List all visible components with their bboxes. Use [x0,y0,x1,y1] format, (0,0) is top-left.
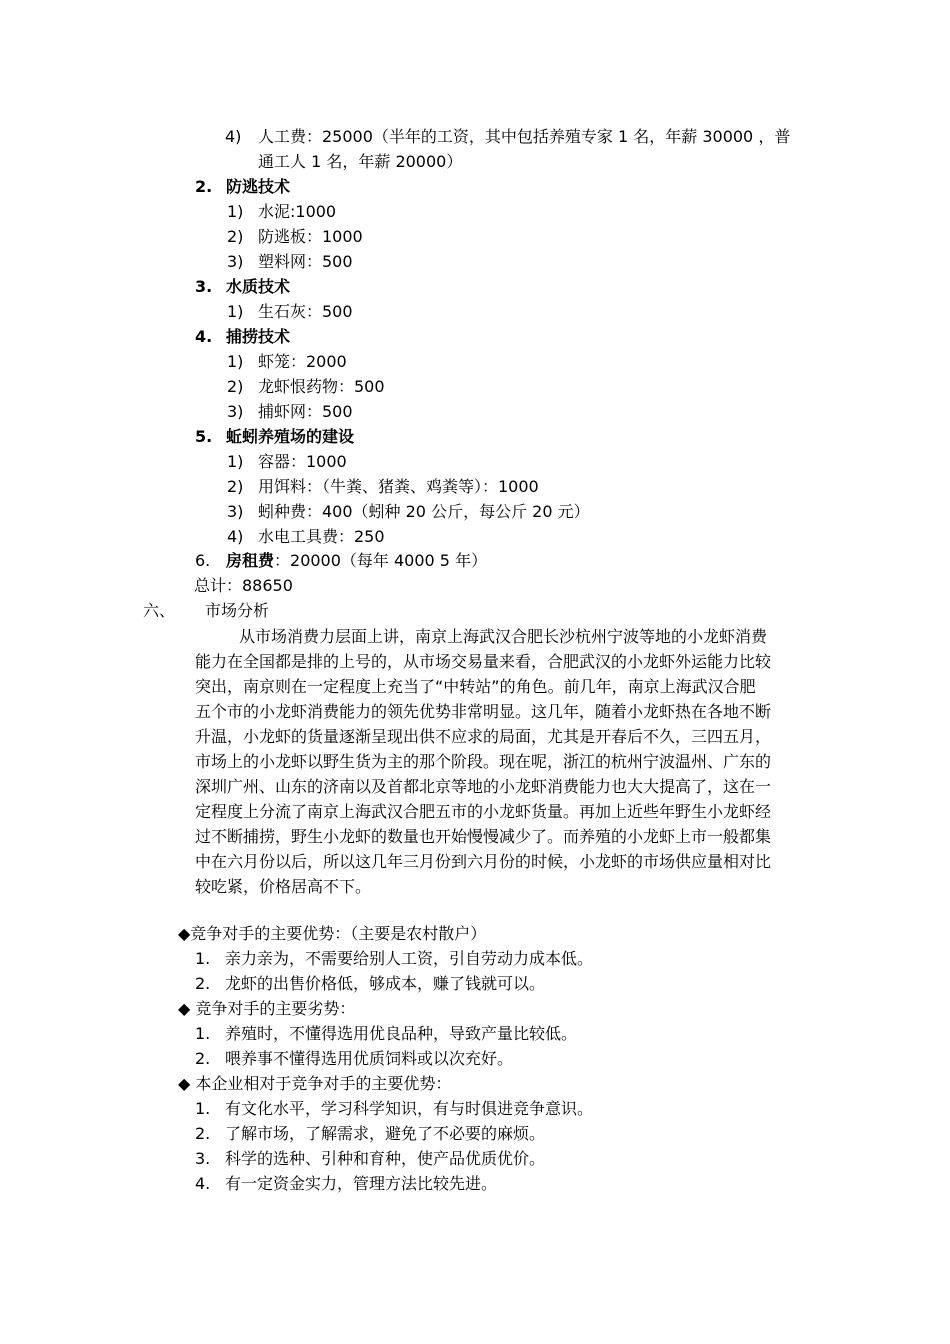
list-item-text: 养殖时，不懂得选用优良品种，导致产量比较低。 [225,1024,578,1043]
list-item-text: 有文化水平，学习科学知识，有与时俱进竞争意识。 [225,1099,594,1118]
paragraph-line: 市场上的小龙虾以野生货为主的那个阶段。现在呢，浙江的杭州宁波温州、广东的 [195,752,772,771]
list-item-text: 龙虾恨药物：500 [258,377,385,396]
list-number: 2) [227,227,244,246]
list-item-text: 容器：1000 [258,452,347,471]
list-item-text: 龙虾的出售价格低，够成本，赚了钱就可以。 [225,974,546,993]
list-item-text: 用饵料：（牛粪、猪粪、鸡粪等）：1000 [258,477,539,496]
paragraph-line: 突出，南京则在一定程度上充当了“中转站”的角色。前几年，南京上海武汉合肥 [195,677,756,696]
list-number: 1) [227,352,244,371]
paragraph-line: 定程度上分流了南京上海武汉合肥五市的小龙虾货量。再加上近些年野生小龙虾经 [195,802,772,821]
section-number: 4. [195,327,213,346]
list-item-text-continued: 通工人 1 名，年薪 20000） [258,152,463,171]
paragraph-line: 过不断捕捞，野生小龙虾的数量也开始慢慢减少了。而养殖的小龙虾上市一般都集 [195,827,772,846]
list-item-text: 了解市场，了解需求，避免了不必要的麻烦。 [225,1124,546,1143]
paragraph-line: 中在六月份以后，所以这几年三月份到六月份的时候，小龙虾的市场供应量相对比 [195,852,772,871]
list-number: 3. [195,1149,211,1168]
list-item-text: 生石灰：500 [258,302,353,321]
list-number: 1) [227,202,244,221]
section-number: 2. [195,177,213,196]
list-number: 3) [227,252,244,271]
list-number: 1) [227,302,244,321]
competition-heading: ◆竞争对手的主要优势：（主要是农村散户） [178,924,487,943]
list-number: 2. [195,1124,211,1143]
list-item-text: 有一定资金实力，管理方法比较先进。 [225,1174,498,1193]
list-number: 2. [195,974,211,993]
list-number: 2) [227,377,244,396]
list-number: 3) [227,502,244,521]
chapter-title: 市场分析 [205,601,270,620]
list-item-text: 喂养事不懂得选用优质饲料或以次充好。 [225,1049,514,1068]
rent-text: ：20000（每年 4000 5 年） [274,551,488,570]
list-number: 1. [195,1099,211,1118]
chapter-number: 六、 [143,601,176,620]
list-item-text: 科学的选种、引种和育种，使产品优质优价。 [225,1149,546,1168]
rent-label: 房租费 [226,551,275,570]
list-number: 3) [227,402,244,421]
section-number: 5. [195,427,213,446]
list-number: 2) [227,477,244,496]
paragraph-line: 深圳广州、山东的济南以及首都北京等地的小龙虾消费能力也大大提高了，这在一 [195,777,772,796]
paragraph-line: 五个市的小龙虾消费能力的领先优势非常明显。这几年，随着小龙虾热在各地不断 [195,702,772,721]
paragraph-line: 较吃紧，价格居高不下。 [195,877,372,896]
paragraph-line: 从市场消费力层面上讲，南京上海武汉合肥长沙杭州宁波等地的小龙虾消费 [239,627,768,646]
list-number: 1) [227,452,244,471]
section-title: 防逃技术 [226,177,291,196]
list-item-text: 水电工具费：250 [258,527,385,546]
list-number: 4. [195,1174,211,1193]
section-number: 6. [195,551,211,570]
list-number: 1. [195,1024,211,1043]
list-item-text: 防逃板：1000 [258,227,363,246]
rent-line [226,549,487,573]
list-number: 4) [227,527,244,546]
list-number: 1. [195,949,211,968]
list-item-text: 人工费：25000（半年的工资，其中包括养殖专家 1 名，年薪 30000 ，普 [258,127,791,146]
section-title: 捕捞技术 [226,327,291,346]
section-title: 蚯蚓养殖场的建设 [226,427,355,446]
paragraph-line: 能力在全国都是排的上号的，从市场交易量来看，合肥武汉的小龙虾外运能力比较 [195,652,772,671]
list-item-text: 亲力亲为，不需要给别人工资，引自劳动力成本低。 [225,949,594,968]
section-number: 3. [195,277,213,296]
list-item-text: 捕虾网：500 [258,402,353,421]
section-title: 水质技术 [226,277,291,296]
competition-heading: ◆ 竞争对手的主要劣势： [178,999,356,1018]
list-number: 4) [225,127,242,146]
budget-total: 总计：88650 [194,576,293,595]
list-item-text: 水泥:1000 [258,202,337,221]
list-item-text: 塑料网：500 [258,252,353,271]
list-item-text: 蚓种费：400（蚓种 20 公斤，每公斤 20 元） [258,502,590,521]
list-number: 2. [195,1049,211,1068]
competition-heading: ◆ 本企业相对于竞争对手的主要优势： [178,1074,452,1093]
list-item-text: 虾笼：2000 [258,352,347,371]
paragraph-line: 升温，小龙虾的货量逐渐呈现出供不应求的局面，尤其是开春后不久，三四五月， [195,727,772,746]
